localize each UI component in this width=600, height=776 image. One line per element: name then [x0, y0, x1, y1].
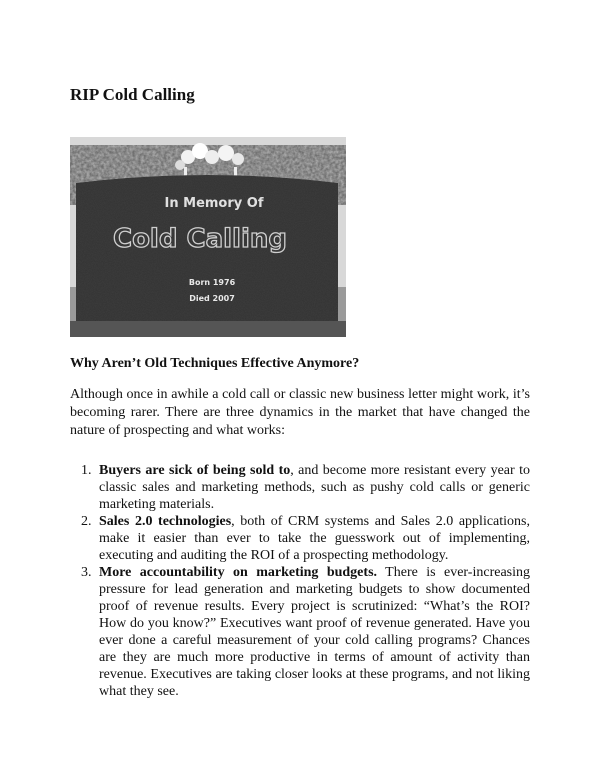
list-item-text: There is ever-increasing pressure for lead generation and marketing budgets to show documented proof of revenue results. Every project is scrutinized: “What’s the ROI? How do you know?” Executives want proof of revenue generated. Have you ever done a careful measurement of your cold calling programs? Chances are they are much more productive in terms of amount of activity than revenue. Executives are taking closer looks at these programs, and not liking what they see.: [99, 565, 530, 699]
list-item-text: , and become more resistant every year to classic sales and marketing methods, such as pushy cold calls or generic marketing materials.: [99, 463, 530, 512]
list-item-bold: Buyers are sick of being sold to: [99, 463, 291, 478]
headstone-illustration: [70, 137, 346, 337]
list-number: 3.: [81, 565, 92, 580]
list-item-text: , both of CRM systems and Sales 2.0 applications, make it easier than ever to take the guesswork out of implementing, executing and auditing the ROI of a prospecting methodology.: [99, 514, 530, 563]
list-number: 2.: [81, 514, 92, 529]
list-item: [70, 462, 530, 513]
engraving-line2: Cold Calling: [112, 224, 288, 254]
engraving-line3: Born 1976: [188, 278, 236, 287]
page-title: RIP Cold Calling: [70, 85, 195, 104]
list-item-bold: Sales 2.0 technologies: [99, 514, 232, 529]
list-item: [70, 513, 530, 564]
intro-paragraph: Although once in awhile a cold call or classic new business letter might work, it’s becoming rarer. There are three dynamics in the market that have changed the nature of prospecting and what works:: [70, 387, 530, 438]
section-heading: Why Aren’t Old Techniques Effective Anymore?: [70, 356, 360, 371]
dynamics-list: [70, 462, 530, 700]
engraving-line4: Died 2007: [189, 294, 235, 303]
list-number: 1.: [81, 463, 92, 478]
headstone-image: [70, 137, 346, 337]
engraving-line1: In Memory Of: [164, 196, 264, 211]
list-item-bold: More accountability on marketing budgets.: [99, 565, 378, 580]
list-item: [70, 564, 530, 700]
